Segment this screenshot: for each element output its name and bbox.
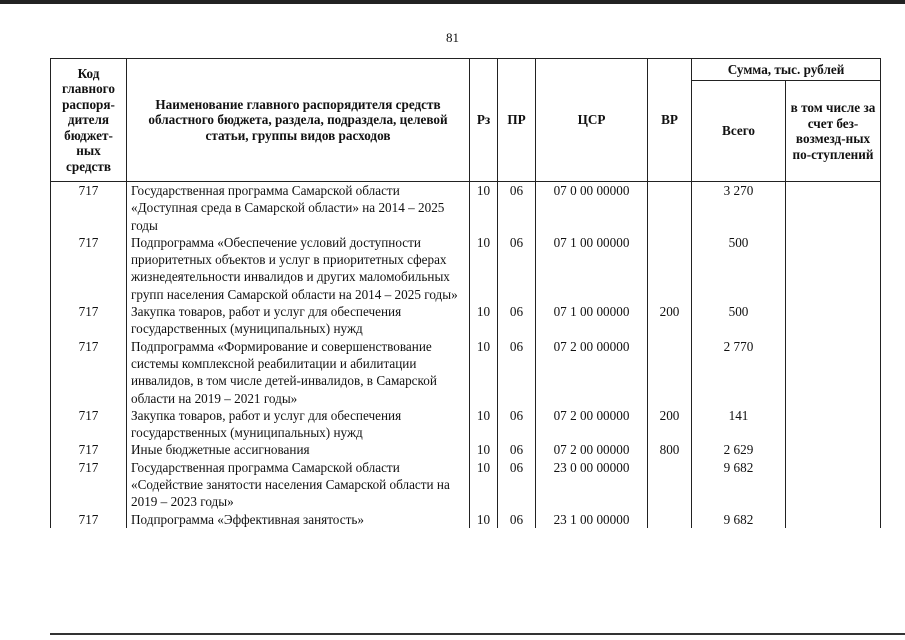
cell-free — [786, 234, 881, 303]
header-total: Всего — [692, 81, 786, 182]
cell-vr: 200 — [648, 303, 692, 338]
cell-csr: 07 1 00 00000 — [536, 234, 648, 303]
cell-name: Иные бюджетные ассигнования — [127, 441, 470, 458]
cell-code: 717 — [51, 338, 127, 407]
cell-name: Государственная программа Самарской области «Содействие занятости населения Самарской области на 2019 – 2023 годы» — [127, 459, 470, 511]
cell-name: Подпрограмма «Формирование и совершенствование системы комплексной реабилитации и абилитации инвалидов, в том числе детей-инвалидов, в Самарской области на 2019 – 2021 годы» — [127, 338, 470, 407]
cell-free — [786, 441, 881, 458]
cell-name: Государственная программа Самарской области «Доступная среда в Самарской области» на 2014 – 2025 годы — [127, 182, 470, 234]
cell-rz: 10 — [470, 303, 498, 338]
table-row — [51, 338, 881, 407]
table-row — [51, 459, 881, 511]
header-name: Наименование главного распорядителя средств областного бюджета, раздела, подраздела, целевой статьи, группы видов расходов — [127, 59, 470, 182]
cell-vr — [648, 338, 692, 407]
cell-vr — [648, 511, 692, 528]
cell-name: Закупка товаров, работ и услуг для обеспечения государственных (муниципальных) нужд — [127, 407, 470, 442]
cell-rz: 10 — [470, 338, 498, 407]
cell-vr — [648, 459, 692, 511]
header-vr: ВР — [648, 59, 692, 182]
cell-pr: 06 — [498, 441, 536, 458]
cell-code: 717 — [51, 459, 127, 511]
cell-free — [786, 511, 881, 528]
cell-csr: 07 2 00 00000 — [536, 407, 648, 442]
cell-pr: 06 — [498, 407, 536, 442]
cell-csr: 23 0 00 00000 — [536, 459, 648, 511]
cell-vr: 800 — [648, 441, 692, 458]
table-row — [51, 407, 881, 442]
cell-total: 9 682 — [692, 511, 786, 528]
cell-rz: 10 — [470, 441, 498, 458]
table-body — [51, 182, 881, 528]
cell-total: 9 682 — [692, 459, 786, 511]
cell-total: 500 — [692, 234, 786, 303]
cell-free — [786, 338, 881, 407]
header-csr: ЦСР — [536, 59, 648, 182]
cell-pr: 06 — [498, 182, 536, 234]
cell-code: 717 — [51, 182, 127, 234]
table-header — [51, 59, 881, 182]
cell-vr — [648, 234, 692, 303]
cell-rz: 10 — [470, 511, 498, 528]
cell-pr: 06 — [498, 234, 536, 303]
cell-total: 141 — [692, 407, 786, 442]
top-scan-border — [0, 0, 905, 4]
cell-rz: 10 — [470, 407, 498, 442]
cell-csr: 07 2 00 00000 — [536, 338, 648, 407]
cell-total: 3 270 — [692, 182, 786, 234]
header-rz: Рз — [470, 59, 498, 182]
header-code: Код главного распоря-дителя бюджет-ных средств — [51, 59, 127, 182]
cell-csr: 07 2 00 00000 — [536, 441, 648, 458]
header-free: в том числе за счет без-возмезд-ных по-ступлений — [786, 81, 881, 182]
cell-csr: 07 0 00 00000 — [536, 182, 648, 234]
cell-rz: 10 — [470, 234, 498, 303]
cell-rz: 10 — [470, 459, 498, 511]
cell-name: Закупка товаров, работ и услуг для обеспечения государственных (муниципальных) нужд — [127, 303, 470, 338]
cell-csr: 07 1 00 00000 — [536, 303, 648, 338]
header-sum: Сумма, тыс. рублей — [692, 59, 881, 81]
table-row — [51, 511, 881, 528]
bottom-scan-border — [50, 633, 905, 635]
cell-code: 717 — [51, 234, 127, 303]
cell-code: 717 — [51, 441, 127, 458]
cell-name: Подпрограмма «Эффективная занятость» — [127, 511, 470, 528]
cell-pr: 06 — [498, 338, 536, 407]
cell-pr: 06 — [498, 303, 536, 338]
table-row — [51, 182, 881, 234]
cell-csr: 23 1 00 00000 — [536, 511, 648, 528]
cell-pr: 06 — [498, 511, 536, 528]
cell-total: 2 770 — [692, 338, 786, 407]
cell-pr: 06 — [498, 459, 536, 511]
cell-free — [786, 459, 881, 511]
cell-free — [786, 407, 881, 442]
cell-vr — [648, 182, 692, 234]
table-row — [51, 441, 881, 458]
cell-free — [786, 182, 881, 234]
cell-code: 717 — [51, 407, 127, 442]
cell-vr: 200 — [648, 407, 692, 442]
page-number: 81 — [446, 30, 459, 45]
table-row — [51, 234, 881, 303]
budget-table — [50, 58, 881, 528]
cell-total: 500 — [692, 303, 786, 338]
cell-rz: 10 — [470, 182, 498, 234]
cell-free — [786, 303, 881, 338]
cell-total: 2 629 — [692, 441, 786, 458]
cell-code: 717 — [51, 303, 127, 338]
cell-name: Подпрограмма «Обеспечение условий доступности приоритетных объектов и услуг в приоритетных сферах жизнедеятельности инвалидов и других маломобильных групп населения Самарской области на 2014 – 2025 годы» — [127, 234, 470, 303]
table-row — [51, 303, 881, 338]
header-pr: ПР — [498, 59, 536, 182]
cell-code: 717 — [51, 511, 127, 528]
